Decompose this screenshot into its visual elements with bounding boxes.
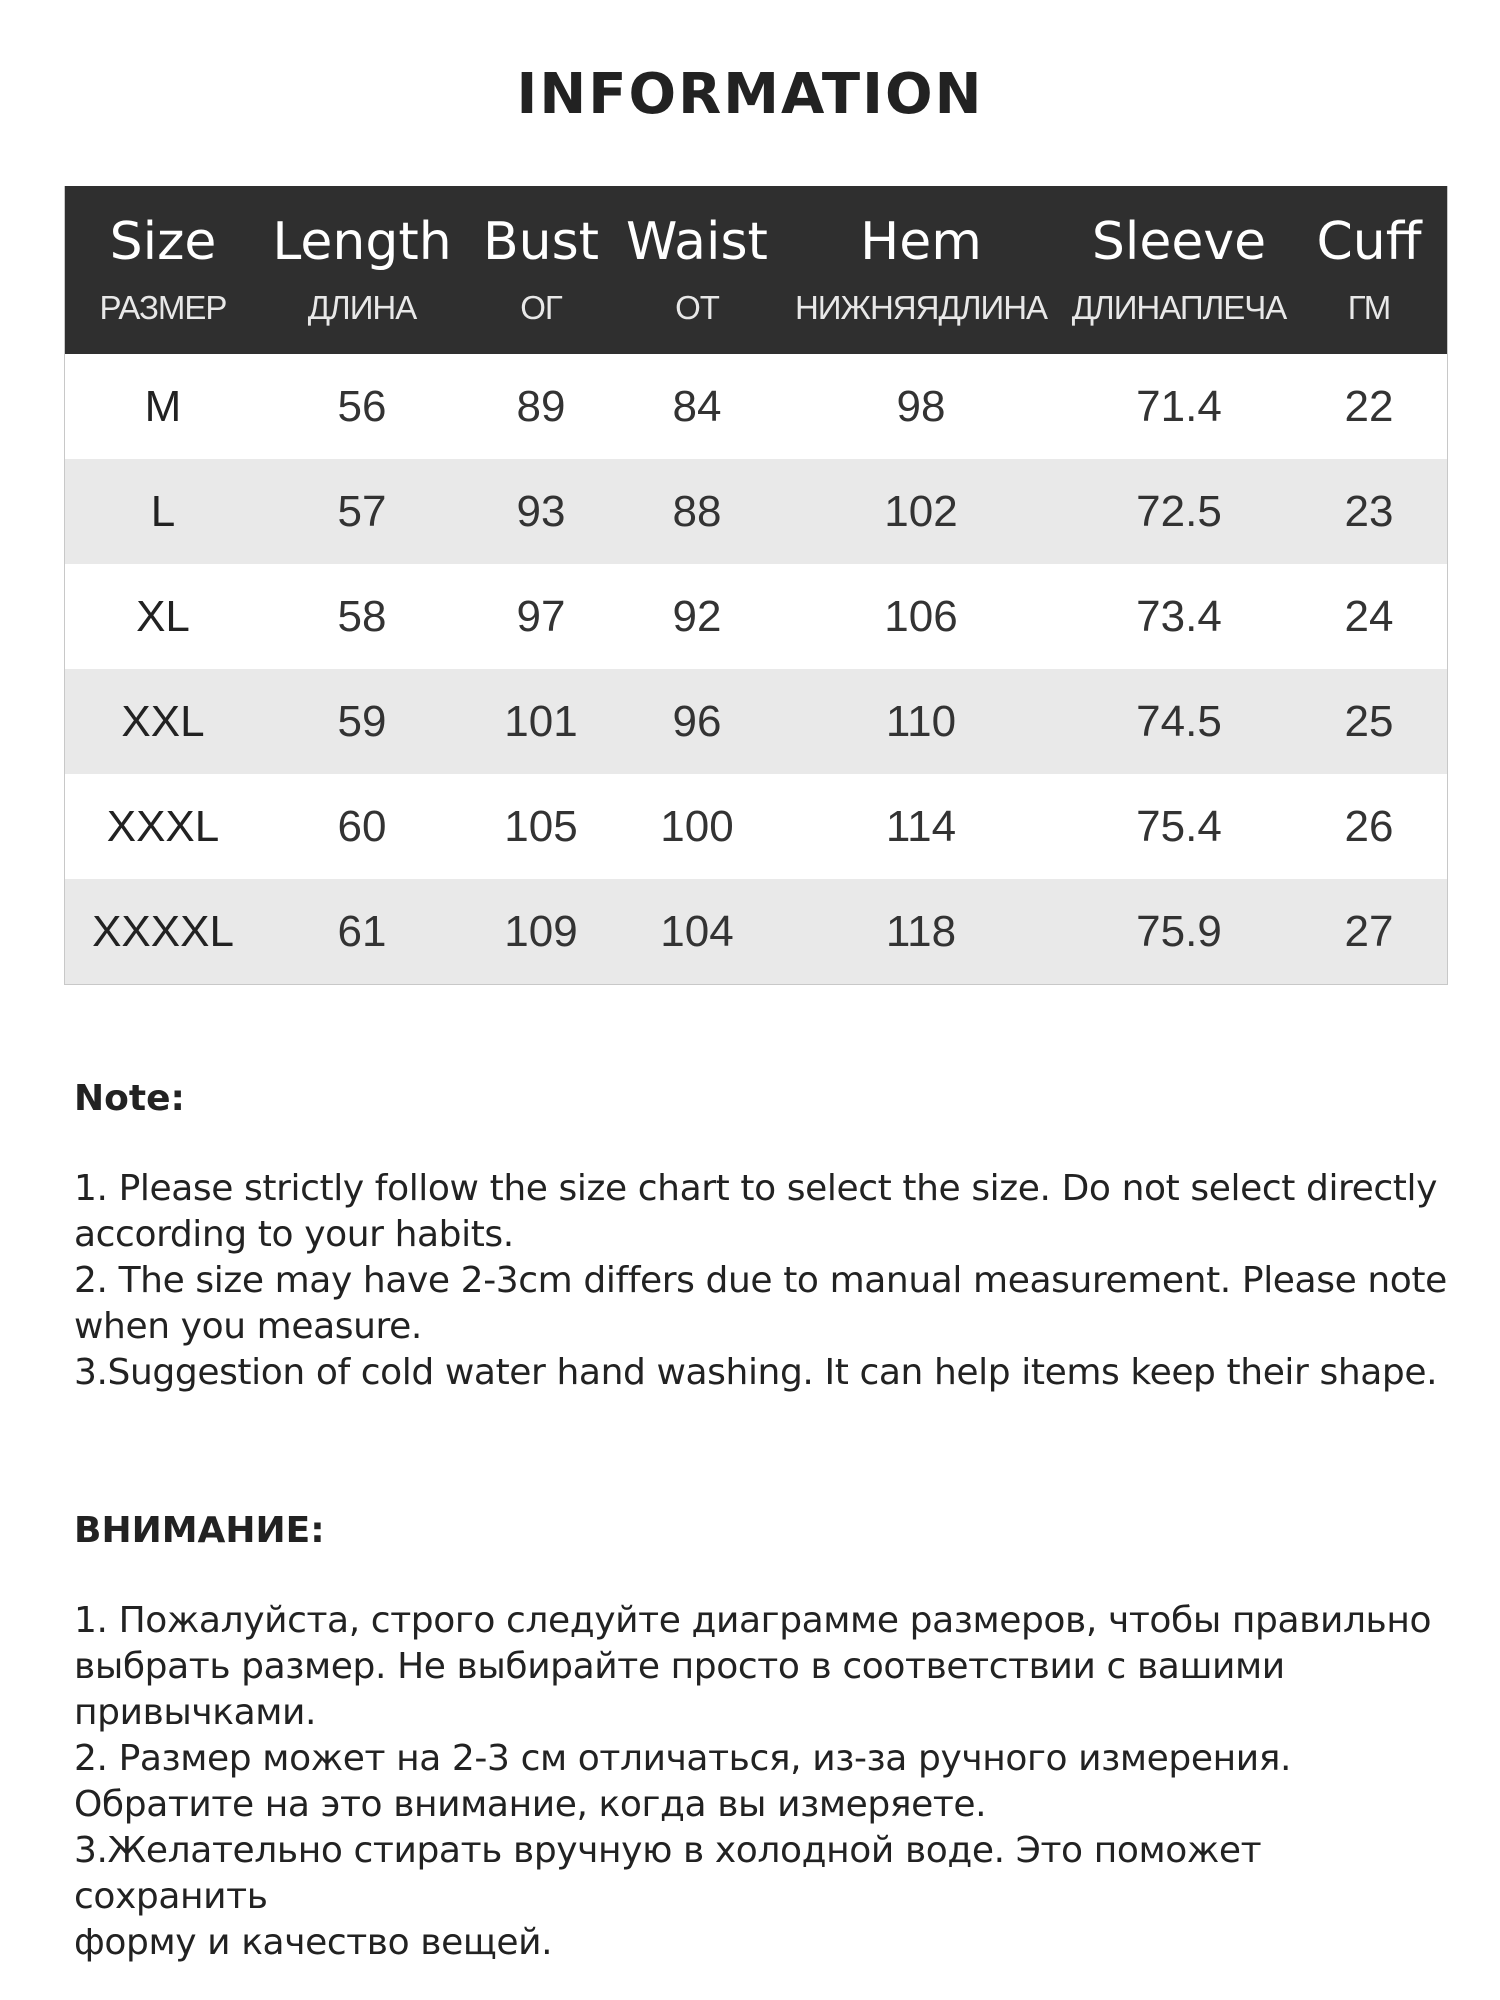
waist-cell: 84 [672,381,722,431]
cuff-cell: 22 [1344,381,1394,431]
note-line: according to your habits. [74,1214,514,1255]
table-row [65,774,1447,879]
sleeve-cell: 72.5 [1136,486,1222,536]
note-line: 3.Suggestion of cold water hand washing. It can help items keep their shape. [74,1352,1438,1393]
header-waist [619,186,775,354]
sleeve-cell: 71.4 [1136,381,1222,431]
bust-cell: 97 [516,591,566,641]
length-cell: 56 [337,381,387,431]
waist-cell: 100 [660,801,734,851]
length-cell: 60 [337,801,387,851]
waist-cell: 92 [672,591,722,641]
length-cell: 58 [337,591,387,641]
length-cell: 57 [337,486,387,536]
bust-cell: 109 [504,906,578,956]
note-heading: Note: [74,1078,185,1119]
sleeve-cell: 75.4 [1136,801,1222,851]
size-cell: M [144,381,182,431]
hem-cell: 106 [884,591,958,641]
header-label: Size [109,212,217,272]
sleeve-cell: 73.4 [1136,591,1222,641]
sleeve-cell: 74.5 [1136,696,1222,746]
header-size [65,186,261,354]
header-label: Sleeve [1091,212,1267,272]
hem-cell: 118 [885,906,957,956]
size-chart-table [64,186,1448,985]
size-cell: XXXL [106,801,220,851]
note-line: 2. The size may have 2-3cm differs due to manual measurement. Please note [74,1260,1447,1301]
table-header-row [65,186,1447,354]
page-title: INFORMATION [516,62,984,127]
note-section-english [74,1076,1454,1396]
header-sublabel: ГМ [1347,289,1391,326]
note-line: 1. Пожалуйста, строго следуйте диаграмме размеров, чтобы правильно [74,1600,1432,1641]
header-cuff [1291,186,1447,354]
length-cell: 59 [337,696,387,746]
header-sublabel: НИЖНЯЯДЛИНА [794,289,1048,326]
note-line: форму и качество вещей. [74,1922,553,1963]
hem-cell: 98 [896,381,946,431]
header-sublabel: ДЛИНА [307,289,417,326]
header-bust [463,186,619,354]
bust-cell: 105 [504,801,578,851]
waist-cell: 104 [660,906,734,956]
header-sublabel: РАЗМЕР [99,289,227,326]
note-line: выбрать размер. Не выбирайте просто в соответствии с вашими [74,1646,1285,1687]
length-cell: 61 [337,906,387,956]
waist-cell: 88 [672,486,722,536]
note-line: 1. Please strictly follow the size chart to select the size. Do not select directly [74,1168,1438,1209]
table-row [65,354,1447,459]
table-row [65,459,1447,564]
header-label: Waist [626,212,768,272]
size-cell: XL [136,591,190,641]
size-cell: XXXXL [92,906,234,956]
cuff-cell: 23 [1344,486,1394,536]
note-line: 2. Размер может на 2-3 см отличаться, из-за ручного измерения. [74,1738,1292,1779]
size-cell: L [150,486,176,536]
sleeve-cell: 75.9 [1136,906,1222,956]
header-sublabel: ОТ [675,289,719,326]
header-label: Length [272,212,452,272]
note-line: привычками. [74,1692,317,1733]
header-label: Cuff [1316,212,1422,272]
header-label: Hem [860,212,982,272]
size-cell: XXL [121,696,205,746]
header-label: Bust [482,212,600,272]
header-sublabel: ДЛИНАПЛЕЧА [1071,289,1287,326]
note-heading: ВНИМАНИЕ: [74,1510,325,1551]
table-row [65,564,1447,669]
cuff-cell: 27 [1344,906,1394,956]
waist-cell: 96 [672,696,722,746]
bust-cell: 89 [516,381,566,431]
hem-cell: 110 [885,696,957,746]
note-section-russian [74,1508,1454,1966]
table-row [65,879,1447,984]
note-line: 3.Желательно стирать вручную в холодной воде. Это поможет сохранить [74,1830,1262,1917]
table-row [65,669,1447,774]
header-hem [775,186,1067,354]
table-body [65,354,1447,984]
header-length [261,186,463,354]
cuff-cell: 25 [1344,696,1394,746]
hem-cell: 114 [885,801,957,851]
note-line: when you measure. [74,1306,422,1347]
header-sublabel: ОГ [520,289,562,326]
note-line: Обратите на это внимание, когда вы измеряете. [74,1784,987,1825]
cuff-cell: 24 [1344,591,1394,641]
hem-cell: 102 [884,486,958,536]
cuff-cell: 26 [1344,801,1394,851]
bust-cell: 101 [504,696,578,746]
header-sleeve [1067,186,1291,354]
bust-cell: 93 [516,486,566,536]
